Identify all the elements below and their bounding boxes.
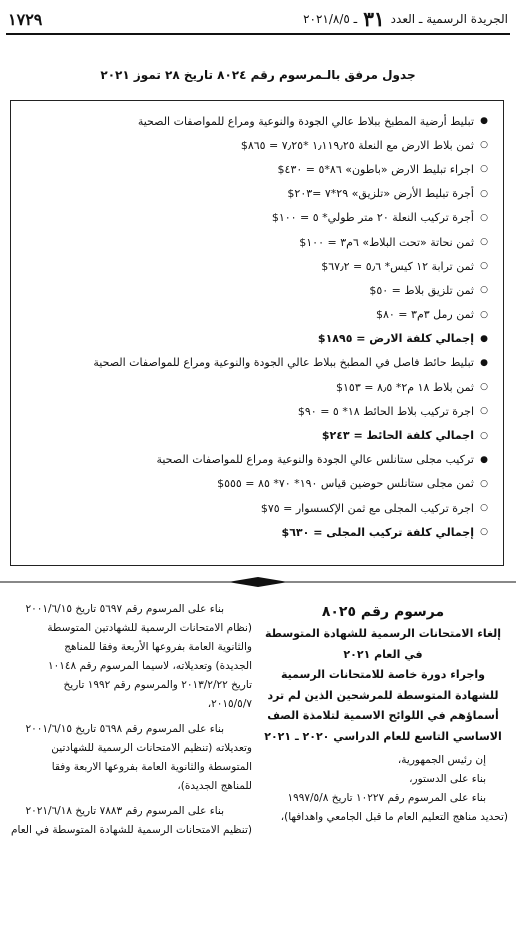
filled-bullet-icon: ● — [480, 454, 488, 465]
filled-bullet-icon: ● — [480, 333, 488, 344]
cost-item — [19, 133, 491, 157]
cost-item-text: ثمن تلزيق بلاط = ٥٠$ — [369, 283, 474, 297]
page-number: ١٧٢٩ — [8, 9, 43, 29]
cost-item-text: أجرة تبليط الأرض «تلزيق» ٢٩*٧ =٢٠٣$ — [287, 187, 474, 201]
cost-item-text: أجرة تركيب النعلة ٢٠ متر طولي* ٥ = ١٠٠$ — [271, 211, 474, 225]
cost-item-text: اجرة تركيب المجلى مع ثمن الإكسسوار = ٧٥$ — [260, 501, 474, 515]
decree-paragraph — [6, 600, 252, 714]
publication-name: الجريدة الرسمية ـ العدد — [390, 12, 508, 26]
cost-item-text: اجرة تركيب بلاط الحائط ١٨* ٥ = ٩٠$ — [297, 404, 474, 418]
filled-bullet-icon: ● — [480, 357, 488, 368]
cost-item — [19, 182, 491, 206]
cost-item — [19, 520, 491, 544]
hollow-bullet-icon: ○ — [480, 430, 488, 441]
cost-item-text: ثمن نحاتة «تحت البلاط» ٦م٣ = ١٠٠$ — [299, 235, 474, 249]
cost-item — [19, 303, 491, 327]
cost-item-text: اجراء تبليط الارض «باطون» ٨٦*٥ = ٤٣٠$ — [277, 162, 474, 176]
paragraph-line: للمناهج الجديدة)، — [177, 780, 252, 792]
decree-title — [258, 624, 508, 747]
decree-right-column — [258, 600, 508, 827]
paragraph-line: المتوسطة والثانوية العامة بفروعها الاربعة وفقا — [51, 761, 252, 773]
cost-item-text: اجمالي كلفة الحائط = ٢٤٣$ — [321, 429, 474, 443]
cost-item — [19, 327, 491, 351]
preamble-line: بناء على المرسوم رقم ١٠٢٢٧ تاريخ ١٩٩٧/٥/٨ — [287, 792, 486, 804]
cost-item — [19, 496, 491, 520]
cost-item — [19, 230, 491, 254]
cost-item-text: ثمن بلاط الارض مع النعلة ١٫١١٩٫٢٥ *٧٫٢٥ = ٨٦٥$ — [240, 138, 474, 152]
hollow-bullet-icon: ○ — [480, 261, 488, 272]
paragraph-line: (نظام الامتحانات الرسمية للشهادتين المتوسطة — [47, 622, 252, 634]
cost-item — [19, 206, 491, 230]
header-rule — [6, 33, 510, 35]
cost-item-text: ثمن ترابة ١٢ كيس* ٥٫٦ = ٦٧٫٢$ — [321, 259, 474, 273]
hollow-bullet-icon: ○ — [480, 164, 488, 175]
hollow-bullet-icon: ○ — [480, 285, 488, 296]
cost-item — [19, 278, 491, 302]
table-title: جدول مرفق بالـمرسوم رقم ٨٠٢٤ تاريخ ٢٨ تموز ٢٠٢١ — [100, 68, 416, 82]
hollow-bullet-icon: ○ — [480, 503, 488, 514]
section-divider — [0, 576, 516, 588]
paragraph-line: وتعديلاته (تنظيم الامتحانات الرسمية للشهادتين — [51, 742, 252, 754]
paragraph-line: بناء على المرسوم رقم ٥٦٩٨ تاريخ ٢٠٠١/٦/١٥ — [25, 723, 224, 735]
hollow-bullet-icon: ○ — [480, 140, 488, 151]
cost-item — [19, 254, 491, 278]
decree-left-column — [6, 600, 252, 846]
hollow-bullet-icon: ○ — [480, 309, 488, 320]
cost-item — [19, 448, 491, 472]
cost-item-text: تبليط حائط فاصل في المطبخ ببلاط عالي الجودة والنوعية ومراع للمواصفات الصحية — [93, 356, 474, 370]
paragraph-line: بناء على المرسوم رقم ٥٦٩٧ تاريخ ٢٠٠١/٦/١٥ — [25, 603, 224, 615]
cost-table-box — [10, 100, 504, 566]
cost-item-text: ثمن بلاط ١٨ م٢* ٨٫٥ = ١٥٣$ — [336, 380, 474, 394]
decree-title-line: الاساسي التاسع للعام الدراسي ٢٠٢٠ ـ ٢٠٢١ — [264, 729, 502, 743]
hollow-bullet-icon: ○ — [480, 237, 488, 248]
cost-item — [19, 109, 491, 133]
decree-title-line: في العام ٢٠٢١ — [343, 647, 423, 661]
cost-item-text: تبليط أرضية المطبخ ببلاط عالي الجودة والنوعية ومراع للمواصفات الصحية — [137, 114, 474, 128]
decree-number: مرسوم رقم ٨٠٢٥ — [321, 604, 445, 620]
paragraph-line: تاريخ ٢٠١٣/٢/٢٢ والمرسوم رقم ١٩٩٢ تاريخ — [63, 679, 252, 691]
decree-title-line: للشهادة المتوسطة للمرشحين الذين لم ترد — [267, 688, 499, 702]
hollow-bullet-icon: ○ — [480, 212, 488, 223]
decree-paragraph — [6, 720, 252, 796]
cost-item — [19, 157, 491, 181]
cost-item-text: تركيب مجلى ستانلس عالي الجودة والنوعية ومراع للمواصفات الصحية — [156, 453, 474, 467]
issue-date: ـ ٢٠٢١/٨/٥ — [303, 12, 358, 26]
decree-paragraph — [6, 802, 252, 840]
paragraph-line: ٢٠١٥/٥/٧، — [207, 698, 252, 710]
page-header — [8, 8, 508, 30]
cost-item — [19, 399, 491, 423]
decree-title-line: أسماؤهم في اللوائح الاسمية لتلامذة الصف — [267, 709, 499, 722]
preamble-line: بناء على الدستور، — [409, 773, 486, 785]
paragraph-line: بناء على المرسوم رقم ٧٨٨٣ تاريخ ٢٠٢١/٦/١٨ — [25, 805, 224, 817]
paragraph-line: الجديدة) وتعديلاته، لاسيما المرسوم رقم ١٠١٤٨ — [47, 660, 252, 672]
decree-title-line: إلغاء الامتحانات الرسمية للشهادة المتوسطة — [264, 627, 502, 640]
cost-item — [19, 351, 491, 375]
cost-item — [19, 423, 491, 447]
cost-item-text: إجمالي كلفة تركيب المجلى = ٦٣٠$ — [281, 525, 474, 539]
preamble-line: (تحديد مناهج التعليم العام ما قبل الجامعي واهدافها)، — [280, 811, 508, 823]
cost-item-text: إجمالي كلفة الارض = ١٨٩٥$ — [317, 332, 474, 346]
cost-item — [19, 375, 491, 399]
decree-title-line: واجراء دورة خاصة للامتحانات الرسمية — [280, 668, 485, 681]
cost-item-text: ثمن مجلى ستانلس حوضين قياس ١٩٠* ٧٠* ٨٥ = ٥٥٥$ — [217, 477, 474, 491]
hollow-bullet-icon: ○ — [480, 188, 488, 199]
cost-item-text: ثمن رمل ٣م٣ = ٨٠$ — [375, 308, 474, 322]
preamble-line: إن رئيس الجمهورية، — [397, 754, 486, 766]
decree-preamble — [258, 751, 508, 827]
hollow-bullet-icon: ○ — [480, 382, 488, 393]
hollow-bullet-icon: ○ — [480, 478, 488, 489]
cost-item — [19, 472, 491, 496]
header-publication-group — [303, 7, 508, 31]
paragraph-line: (تنظيم الامتحانات الرسمية للشهادة المتوسطة في العام — [11, 824, 252, 836]
paragraph-line: والثانوية العامة بفروعها الأربعة وفقا للمناهج — [64, 641, 252, 653]
issue-number: ٣١ — [363, 7, 385, 31]
hollow-bullet-icon: ○ — [480, 527, 488, 538]
hollow-bullet-icon: ○ — [480, 406, 488, 417]
filled-bullet-icon: ● — [480, 116, 488, 127]
